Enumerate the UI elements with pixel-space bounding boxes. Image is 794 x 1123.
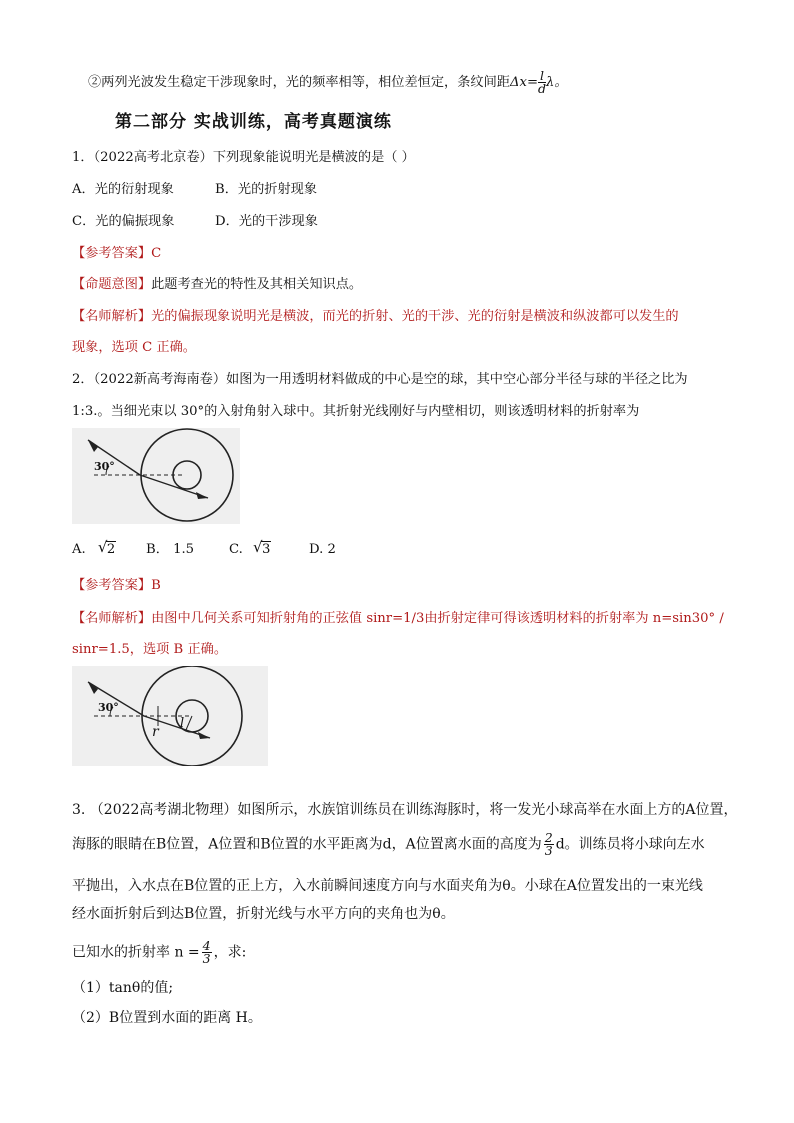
q2-figure-2 <box>72 666 268 766</box>
fraction-denominator: 3 <box>544 843 553 858</box>
formula-fraction <box>538 70 546 95</box>
fraction-numerator: 4 <box>202 938 211 953</box>
q3-line2 <box>72 832 705 857</box>
radical-icon: √ <box>253 538 263 556</box>
fraction-numerator: 2 <box>544 830 553 845</box>
q3-line2-part1: 海豚的眼睛在B位置，A位置和B位置的水平距离为d，A位置离水面的高度为 <box>72 836 542 853</box>
q2-option-c <box>229 538 271 558</box>
q2-option-a-radicand: 2 <box>106 542 116 557</box>
q1-option-b: B．光的折射现象 <box>215 182 318 197</box>
sqrt-3 <box>253 538 271 558</box>
refraction-angle-label: r <box>152 724 159 740</box>
q2-option-a <box>72 538 116 558</box>
q1-intent-label: 【命题意图】 <box>72 277 152 292</box>
q2-answer-label: 【参考答案】 <box>72 578 152 593</box>
formula-prefix: Δx= <box>510 75 539 90</box>
q2-analysis-line1 <box>72 611 724 627</box>
q1-stem: 1．（2022高考北京卷）下列现象能说明光是横波的是（ ） <box>72 150 415 165</box>
q1-answer <box>72 246 161 262</box>
q2-answer-value: B <box>151 578 161 593</box>
q1-answer-value: C <box>151 246 162 261</box>
q2-answer <box>72 578 161 594</box>
q1-answer-label: 【参考答案】 <box>72 246 152 261</box>
q2-option-b: B． 1.5 <box>146 542 195 557</box>
q2-option-d: D. 2 <box>309 542 336 557</box>
q3-line5-part2: ，求: <box>213 944 247 961</box>
q1-option-a: A．光的衍射现象 <box>72 182 174 197</box>
q3-sub2: （2）B位置到水面的距离 H。 <box>72 1010 262 1026</box>
q2-option-a-prefix: A. <box>72 542 86 557</box>
q3-index-fraction <box>202 940 212 965</box>
intro-line <box>88 70 568 95</box>
q1-intent <box>72 277 362 293</box>
radius-label: l <box>180 716 185 731</box>
fraction-denominator: 3 <box>202 951 211 966</box>
q2-analysis-text1: 由图中几何关系可知折射角的正弦值 sinr=1/3由折射定律可得该透明材料的折射率为 n=sin30° / <box>151 611 724 626</box>
q3-height-fraction <box>544 832 554 857</box>
q1-analysis-line2: 现象，选项 C 正确。 <box>72 340 196 355</box>
fraction-denominator: d <box>538 81 547 96</box>
q3-line1: 3. （2022高考湖北物理）如图所示，水族馆训练员在训练海豚时，将一发光小球高举在水面上方的A位置， <box>72 802 738 818</box>
q2-stem-line1: 2．（2022新高考海南卷）如图为一用透明材料做成的中心是空的球，其中空心部分半径与球的半径之比为 <box>72 372 688 387</box>
q2-option-c-radicand: 3 <box>262 542 271 557</box>
q2-option-c-prefix: C. <box>229 542 243 557</box>
q1-option-c: C．光的偏振现象 <box>72 214 175 229</box>
q1-analysis-line1 <box>72 309 679 325</box>
q1-analysis-label: 【名师解析】 <box>72 309 152 324</box>
q2-analysis-label: 【名师解析】 <box>72 611 152 626</box>
q3-line3: 平抛出，入水点在B位置的正上方，入水前瞬间速度方向与水面夹角为θ。小球在A位置发出的一束光线 <box>72 878 703 894</box>
intro-text: ②两列光波发生稳定干涉现象时，光的频率相等，相位差恒定，条纹间距 <box>88 75 510 90</box>
radical-icon: √ <box>97 538 108 556</box>
q3-sub1: （1）tanθ的值; <box>72 980 174 996</box>
q1-intent-text: 此题考查光的特性及其相关知识点。 <box>151 277 363 292</box>
q3-line2-part2: d。训练员将小球向左水 <box>555 836 705 853</box>
q2-stem-line2: 1:3.。当细光束以 30°的入射角射入球中。其折射光线刚好与内壁相切，则该透明材料的折射率为 <box>72 404 640 419</box>
fraction-numerator: l <box>538 70 546 83</box>
q2-figure-1 <box>72 428 240 524</box>
q2-analysis-line2: sinr=1.5，选项 B 正确。 <box>72 642 228 657</box>
q1-option-d: D．光的干涉现象 <box>215 214 318 229</box>
q1-analysis-text1: 光的偏振现象说明光是横波，而光的折射、光的干涉、光的衍射是横波和纵波都可以发生的 <box>151 309 679 324</box>
angle-label: 30° <box>94 460 115 473</box>
angle-label: 30° <box>98 701 119 714</box>
formula-suffix: λ。 <box>546 75 568 90</box>
q3-line5-part1: 已知水的折射率 n = <box>72 944 200 961</box>
sqrt-2 <box>97 538 116 558</box>
q3-line4: 经水面折射后到达B位置，折射光线与水平方向的夹角也为θ。 <box>72 906 455 922</box>
q3-line5 <box>72 940 246 965</box>
section-title: 第二部分 实战训练，高考真题演练 <box>115 112 392 132</box>
